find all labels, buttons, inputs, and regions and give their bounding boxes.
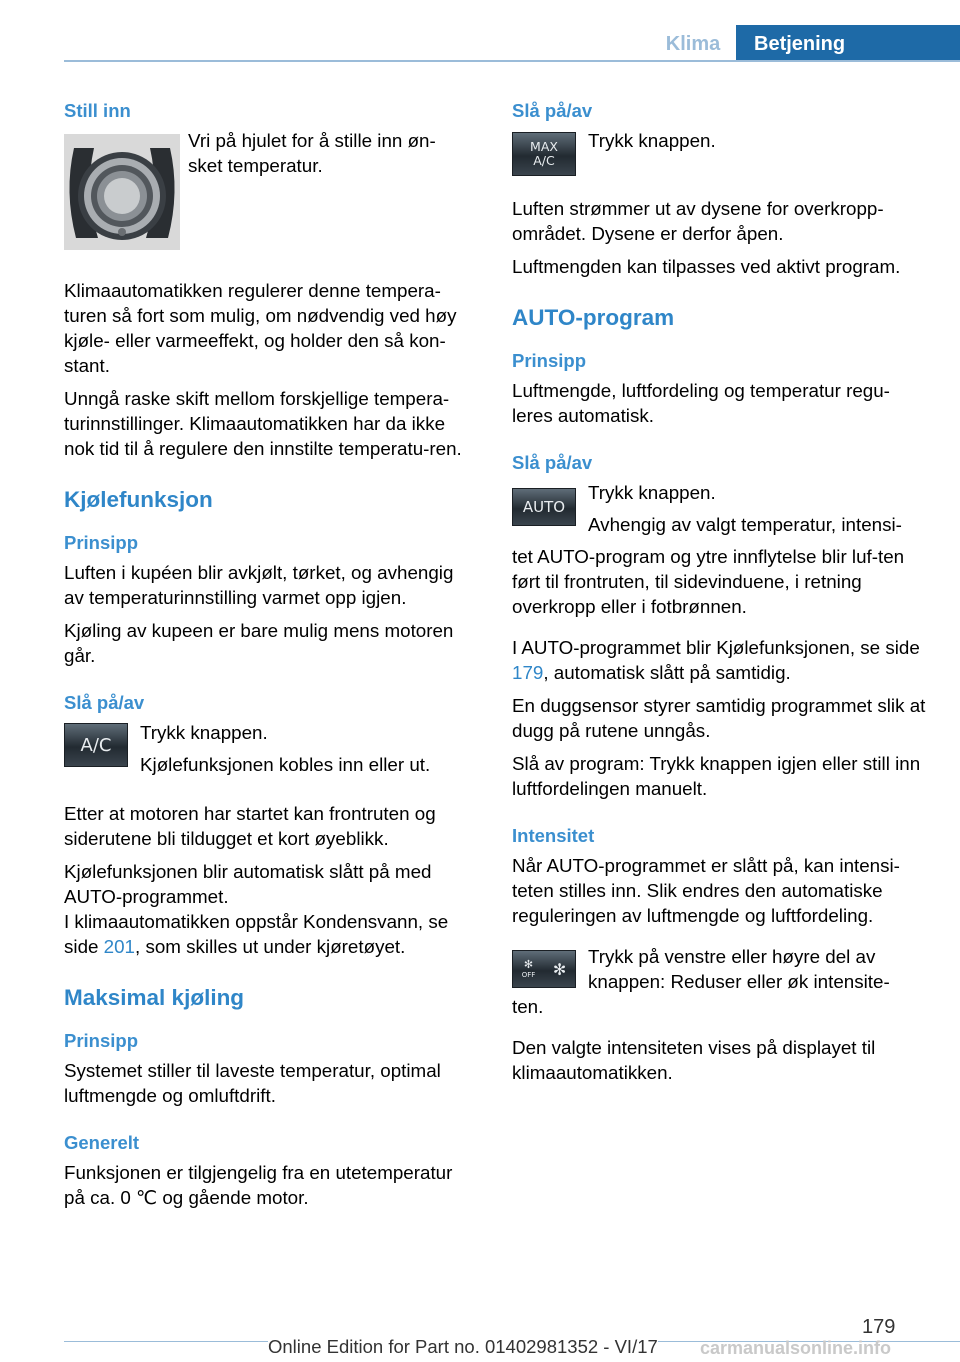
maksimal-kjoling-heading: Maksimal kjøling bbox=[64, 985, 245, 1010]
kjolefunksjon-p4a: Kjølefunksjonen blir automatisk slått på med AUTO-programmet. bbox=[64, 861, 432, 907]
intensity-button-image bbox=[512, 950, 576, 988]
left-column bbox=[64, 100, 478, 1218]
ac-slapa-line2: Kjølefunksjonen kobles inn eller ut. bbox=[140, 754, 431, 775]
max-p1: Luften strømmer ut av dysene for overkropp-området. Dysene er derfor åpen. bbox=[512, 198, 884, 244]
max-slapa-line1: Trykk knappen. bbox=[588, 130, 716, 151]
kjolefunksjon-slapa-heading: Slå på/av bbox=[64, 692, 145, 713]
max-ac-button-block bbox=[512, 128, 930, 180]
auto-p2: En duggsensor styrer samtidig programmet slik at dugg på rutene unngås. bbox=[512, 695, 926, 741]
intensity-off-label: OFF bbox=[521, 971, 536, 979]
intensity-line1: Trykk på venstre eller høyre del av bbox=[588, 946, 876, 967]
intensitet-heading: Intensitet bbox=[512, 825, 595, 846]
maksimal-prinsipp-p: Systemet stiller til laveste temperatur, optimal luftmengde og omluftdrift. bbox=[64, 1060, 441, 1106]
auto-button-image bbox=[512, 488, 576, 526]
intensitet-p: Når AUTO-programmet er slått på, kan intensi-teten stilles inn. Slik endres den automatiske reguleringen av luftmengde og luftfordeling. bbox=[512, 855, 900, 926]
temperature-knob-image bbox=[64, 134, 180, 250]
auto-slapa-heading: Slå på/av bbox=[512, 452, 593, 473]
ac-button-image bbox=[64, 723, 128, 767]
auto-prinsipp-heading: Prinsipp bbox=[512, 350, 587, 371]
auto-p3: Slå av program: Trykk knappen igjen eller still inn luftfordelingen manuelt. bbox=[512, 753, 921, 799]
generelt-heading: Generelt bbox=[64, 1132, 140, 1153]
page-number: 179 bbox=[862, 1316, 896, 1338]
right-column bbox=[512, 100, 930, 1093]
kjolefunksjon-prinsipp-p2: Kjøling av kupeen er bare mulig mens motoren går. bbox=[64, 620, 454, 666]
still-inn-paragraph-2: Unngå raske skift mellom forskjellige tempera-turinnstillinger. Klimaautomatikken har da ikke nok tid til å regulere den innstilte temperatu-ren. bbox=[64, 388, 462, 459]
max-p2: Luftmengden kan tilpasses ved aktivt program. bbox=[512, 256, 901, 277]
intensity-button-block bbox=[512, 944, 930, 994]
intensity-minus-part bbox=[522, 959, 536, 979]
intensity-rest: ten. bbox=[512, 996, 544, 1017]
header-section-tab: Klima bbox=[665, 33, 721, 55]
intensity-line2: knappen: Reduser eller øk intensite- bbox=[588, 971, 890, 992]
auto-p1: I AUTO-programmet blir Kjølefunksjonen, se side 179, automatisk slått på samtidig. bbox=[512, 637, 920, 683]
ac-button-label: A/C bbox=[80, 734, 112, 756]
kjolefunksjon-p4b: I klimaautomatikken oppstår Kondensvann, se side 201, som skilles ut under kjøretøyet. bbox=[64, 911, 449, 957]
header-rule bbox=[64, 60, 960, 62]
knob-icon bbox=[64, 134, 180, 250]
ac-slapa-line1: Trykk knappen. bbox=[140, 722, 268, 743]
still-inn-line2: sket temperatur. bbox=[188, 155, 323, 176]
auto-button-label: AUTO bbox=[522, 498, 566, 516]
header-chapter-tab: Betjening bbox=[736, 25, 960, 62]
auto-program-heading: AUTO-program bbox=[512, 305, 675, 330]
kjolefunksjon-p3: Etter at motoren har startet kan frontruten og siderutene bli tildugget et kort øyeblikk. bbox=[64, 803, 436, 849]
auto-button-block bbox=[512, 480, 930, 544]
auto-slapa-line1: Trykk knappen. bbox=[588, 482, 716, 503]
auto-p4: Den valgte intensiteten vises på displayet til klimaautomatikken. bbox=[512, 1037, 876, 1083]
kjolefunksjon-heading: Kjølefunksjon bbox=[64, 487, 213, 512]
auto-slapa-rest: tet AUTO-program og ytre innflytelse blir luf-ten ført til frontruten, til sidevinduene, i retning overkropp eller i fotbrønnen. bbox=[512, 546, 905, 617]
auto-prinsipp-p: Luftmengde, luftfordeling og temperatur regu-leres automatisk. bbox=[512, 380, 890, 426]
ac-button-block bbox=[64, 720, 478, 784]
max-slapa-heading: Slå på/av bbox=[512, 100, 593, 121]
maksimal-prinsipp-heading: Prinsipp bbox=[64, 1030, 139, 1051]
page-link-179[interactable]: 179 bbox=[512, 662, 544, 683]
still-inn-heading: Still inn bbox=[64, 100, 131, 121]
fan-small-icon: ✻ bbox=[523, 958, 534, 971]
still-inn-paragraph-1: Klimaautomatikken regulerer denne tempera-turen så fort som mulig, om nødvendig ved høy kjøle- eller varmeeffekt, og holder den så kon-stant. bbox=[64, 280, 457, 376]
kjolefunksjon-prinsipp-heading: Prinsipp bbox=[64, 532, 139, 553]
still-inn-line1: Vri på hjulet for å stille inn øn- bbox=[188, 130, 436, 151]
watermark: carmanualsonline.info bbox=[700, 1338, 892, 1358]
page-link-201[interactable]: 201 bbox=[103, 936, 136, 957]
edition-text: Online Edition for Part no. 01402981352 - VI/17 bbox=[268, 1336, 658, 1357]
max-ac-button-line1: MAX bbox=[530, 139, 558, 154]
max-ac-button-line2: A/C bbox=[533, 153, 555, 168]
fan-large-icon: ✻ bbox=[552, 959, 567, 979]
auto-slapa-line2: Avhengig av valgt temperatur, intensi- bbox=[588, 514, 902, 535]
kjolefunksjon-prinsipp-p1: Luften i kupéen blir avkjølt, tørket, og avhengig av temperaturinnstilling varmet opp igjen. bbox=[64, 562, 454, 608]
still-inn-block bbox=[64, 128, 478, 252]
max-ac-button-image bbox=[512, 132, 576, 176]
generelt-p: Funksjonen er tilgjengelig fra en utetemperatur på ca. 0 ℃ og gående motor. bbox=[64, 1162, 453, 1208]
